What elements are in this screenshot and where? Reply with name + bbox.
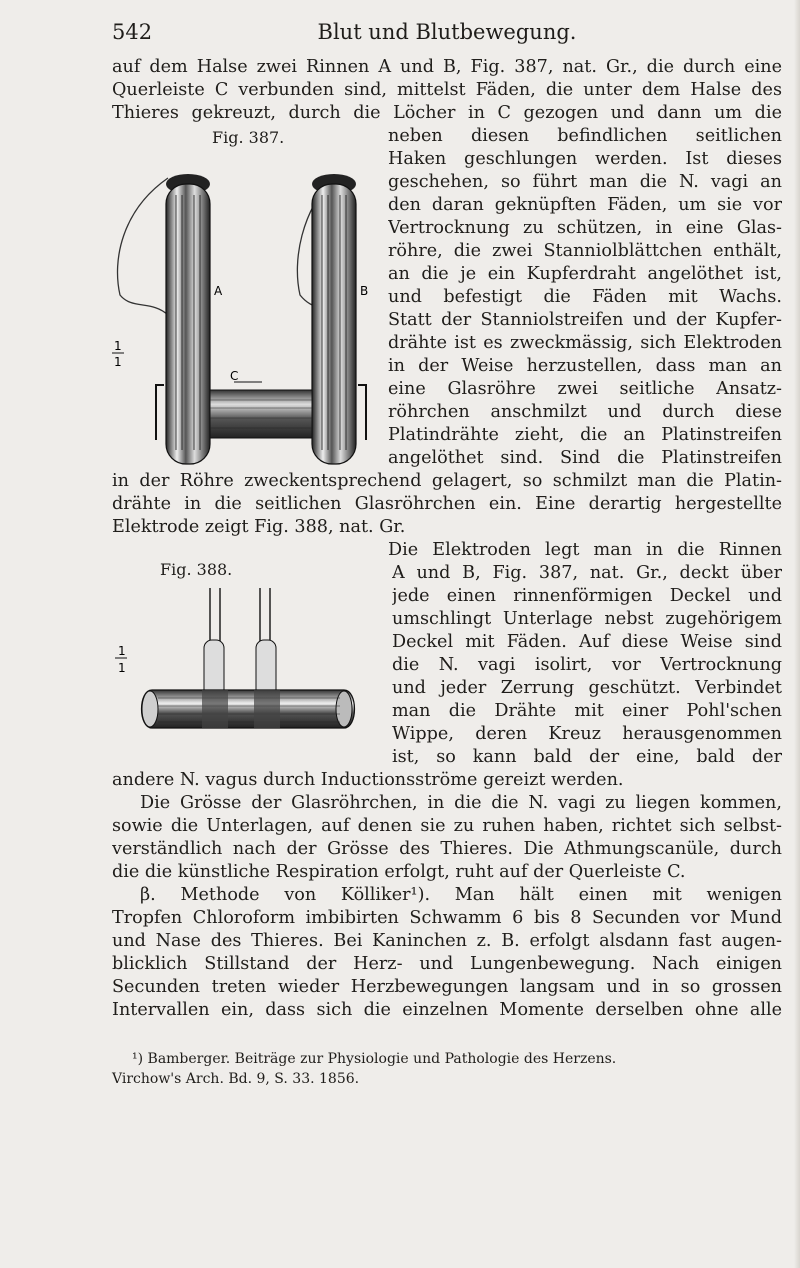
figure-388-scale-bottom: 1 xyxy=(118,661,126,675)
figure-387-letter-b: B xyxy=(360,284,369,298)
body-line: blicklich Stillstand der Herz- und Lungenbewegung. Nach einigen xyxy=(112,954,782,974)
body-line: Secunden treten wieder Herzbewegungen langsam und in so grossen xyxy=(112,977,782,997)
body-line: Die Elektroden legt man in die Rinnen xyxy=(388,540,782,560)
body-line: drähte ist es zweckmässig, sich Elektroden xyxy=(388,333,782,353)
body-line: Wippe, deren Kreuz herausgenommen xyxy=(392,724,782,744)
body-line: Intervallen ein, dass sich die einzelnen Momente derselben ohne alle xyxy=(112,1000,782,1020)
body-line: röhre, die zwei Stanniolblättchen enthält, xyxy=(388,241,782,261)
body-line: an die je ein Kupferdraht angelöthet ist, xyxy=(388,264,782,284)
body-line: und befestigt die Fäden mit Wachs. xyxy=(388,287,782,307)
body-line: den daran geknüpften Fäden, um sie vor xyxy=(388,195,782,215)
body-line: Deckel mit Fäden. Auf diese Weise sind xyxy=(392,632,782,652)
body-line: Haken geschlungen werden. Ist dieses xyxy=(388,149,782,169)
body-line: man die Drähte mit einer Pohl'schen xyxy=(392,701,782,721)
body-line: jede einen rinnenförmigen Deckel und xyxy=(392,586,782,606)
body-line: sowie die Unterlagen, auf denen sie zu ruhen haben, richtet sich selbst- xyxy=(112,816,782,836)
body-line: und Nase des Thieres. Bei Kaninchen z. B. erfolgt alsdann fast augen- xyxy=(112,931,782,951)
body-line: andere N. vagus durch Inductionsströme gereizt werden. xyxy=(112,770,624,790)
body-line: geschehen, so führt man die N. vagi an xyxy=(388,172,782,192)
body-line: röhrchen anschmilzt und durch diese xyxy=(388,402,782,422)
body-line: Tropfen Chloroform imbibirten Schwamm 6 bis 8 Secunden vor Mund xyxy=(112,908,782,928)
body-line: angelöthet sind. Sind die Platinstreifen xyxy=(388,448,782,468)
running-title: Blut und Blutbewegung. xyxy=(317,20,577,44)
body-line: verständlich nach der Grösse des Thieres. Die Athmungscanüle, durch xyxy=(112,839,782,859)
body-line: ist, so kann bald der eine, bald der xyxy=(392,747,782,767)
body-line: Vertrocknung zu schützen, in eine Glas- xyxy=(388,218,782,238)
figure-387-letter-a: A xyxy=(214,284,223,298)
body-line: neben diesen befindlichen seitlichen xyxy=(388,126,782,146)
body-line: A und B, Fig. 387, nat. Gr., deckt über xyxy=(392,563,782,583)
page-edge-shadow xyxy=(794,0,800,1268)
body-line: umschlingt Unterlage nebst zugehörigem xyxy=(392,609,782,629)
body-line: eine Glasröhre zwei seitliche Ansatz- xyxy=(388,379,782,399)
body-line: Thieres gekreuzt, durch die Löcher in C gezogen und dann um die xyxy=(112,103,782,123)
figure-388-scale-top: 1 xyxy=(118,644,126,658)
body-line: drähte in die seitlichen Glasröhrchen ein. Eine derartig hergestellte xyxy=(112,494,782,514)
figure-388-illustration xyxy=(112,580,382,760)
body-line: und jeder Zerrung geschützt. Verbindet xyxy=(392,678,782,698)
footnote-line: ¹) Bamberger. Beiträge zur Physiologie und Pathologie des Herzens. xyxy=(132,1051,617,1067)
body-line: Die Grösse der Glasröhrchen, in die die N. vagi zu liegen kommen, xyxy=(140,793,782,813)
body-line: Elektrode zeigt Fig. 388, nat. Gr. xyxy=(112,517,406,537)
body-line: auf dem Halse zwei Rinnen A und B, Fig. 387, nat. Gr., die durch eine xyxy=(112,57,782,77)
body-line: die N. vagi isolirt, vor Vertrocknung xyxy=(392,655,782,675)
page-number: 542 xyxy=(112,20,153,44)
figure-388-label: Fig. 388. xyxy=(160,560,233,579)
figure-387-label: Fig. 387. xyxy=(212,128,285,147)
body-line: Platindrähte zieht, die an Platinstreifen xyxy=(388,425,782,445)
footnote-line: Virchow's Arch. Bd. 9, S. 33. 1856. xyxy=(112,1071,360,1087)
figure-387-scale-bottom: 1 xyxy=(114,355,122,369)
figure-387-illustration xyxy=(112,150,382,500)
body-line: β. Methode von Kölliker¹). Man hält einen mit wenigen xyxy=(140,885,782,905)
body-line: in der Weise herzustellen, dass man an xyxy=(388,356,782,376)
body-line: Statt der Stanniolstreifen und der Kupfer- xyxy=(388,310,782,330)
body-line: die die künstliche Respiration erfolgt, ruht auf der Querleiste C. xyxy=(112,862,686,882)
body-line: in der Röhre zweckentsprechend gelagert, so schmilzt man die Platin- xyxy=(112,471,782,491)
page-header xyxy=(112,20,782,50)
body-line: Querleiste C verbunden sind, mittelst Fäden, die unter dem Halse des xyxy=(112,80,782,100)
figure-387-scale-top: 1 xyxy=(114,339,122,353)
figure-387-letter-c: C xyxy=(230,369,239,383)
